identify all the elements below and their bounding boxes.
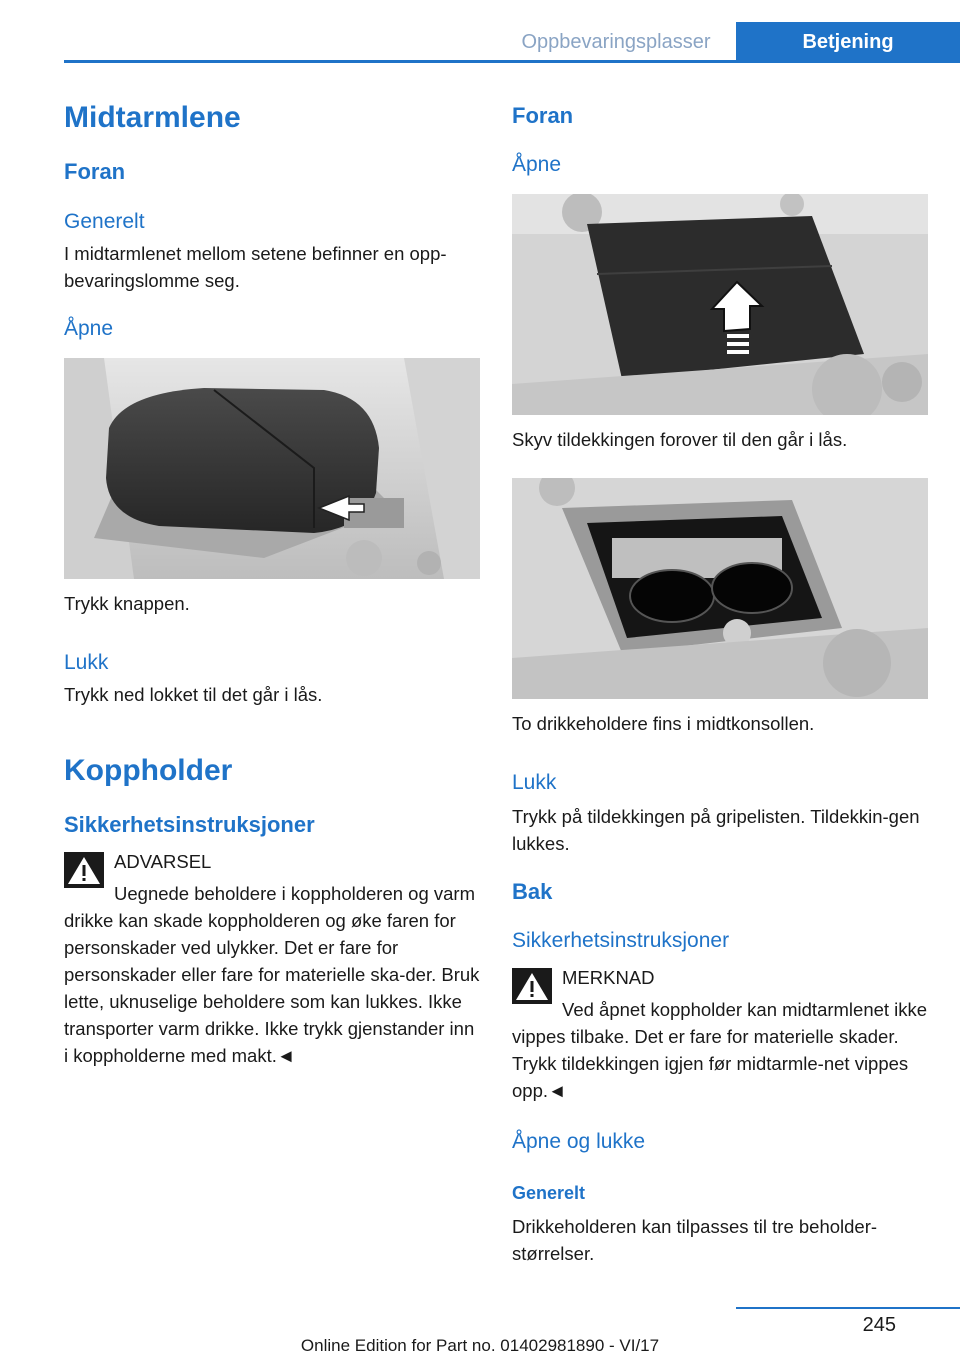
header-chapter-tab: Betjening: [736, 22, 960, 63]
page-number: 245: [862, 1314, 896, 1336]
heading-generelt-right: Generelt: [512, 1183, 586, 1203]
heading-apne-right: Åpne: [512, 153, 562, 176]
armrest-photo: [64, 358, 480, 579]
cover-photo: [512, 194, 928, 415]
warning-label: ADVARSEL: [114, 851, 212, 872]
footer-edition: Online Edition for Part no. 01402981890 - VI/17: [300, 1336, 660, 1355]
heading-bak: Bak: [512, 879, 553, 904]
header-section-tab: Oppbevaringsplasser: [521, 31, 711, 53]
paragraph-generelt: I midtarmlenet mellom setene befinner en opp‐bevaringslomme seg.: [64, 243, 447, 291]
warning-body: Uegnede beholdere i koppholderen og varm drikke kan skade koppholderen og øke faren for personskader ved ulykker. Det er fare for personskader eller fare for materielle ska‐der. Bruk lette, uknuselige beholdere som kan lukkes. Ikke transporter varm drikke. Ikke trykk gjenstander inn i koppholderne med makt.◄: [64, 883, 480, 1066]
heading-sikkerhetsinstruksjoner-right: Sikkerhetsinstruksjoner: [512, 929, 730, 952]
paragraph-generelt-right: Drikkeholderen kan tilpasses til tre beholder‐størrelser.: [512, 1216, 878, 1264]
notice-box: [512, 964, 928, 1114]
paragraph-lukk: Trykk ned lokket til det går i lås.: [64, 684, 323, 705]
heading-sikkerhetsinstruksjoner: Sikkerhetsinstruksjoner: [64, 812, 315, 837]
heading-generelt: Generelt: [64, 210, 145, 233]
notice-body: Ved åpnet koppholder kan midtarmlenet ikke vippes tilbake. Det er fare for materielle skader. Trykk tildekkingen igjen før midtarmle‐net vippes opp.◄: [512, 999, 928, 1101]
cupholder-photo: [512, 478, 928, 699]
heading-apne: Åpne: [64, 317, 114, 340]
heading-koppholder: Koppholder: [64, 754, 233, 787]
paragraph-lukk-right: Trykk på tildekkingen på gripelisten. Tildekkin‐gen lukkes.: [512, 806, 920, 854]
footer-rule: [736, 1307, 960, 1309]
caption-skyv-tildekkingen: Skyv tildekkingen forover til den går i lås.: [512, 429, 848, 450]
notice-label: MERKNAD: [562, 967, 655, 988]
heading-apne-og-lukke: Åpne og lukke: [512, 1130, 646, 1153]
heading-midtarmlene: Midtarmlene: [64, 101, 241, 134]
heading-foran-right: Foran: [512, 103, 574, 128]
caption-to-drikkeholdere: To drikkeholdere fins i midtkonsollen.: [512, 713, 815, 734]
heading-lukk-right: Lukk: [512, 771, 557, 794]
header-rule: [64, 60, 960, 63]
caption-trykk-knappen: Trykk knappen.: [64, 593, 190, 614]
heading-lukk: Lukk: [64, 651, 109, 674]
heading-foran: Foran: [64, 159, 126, 184]
warning-box: [64, 848, 480, 1066]
